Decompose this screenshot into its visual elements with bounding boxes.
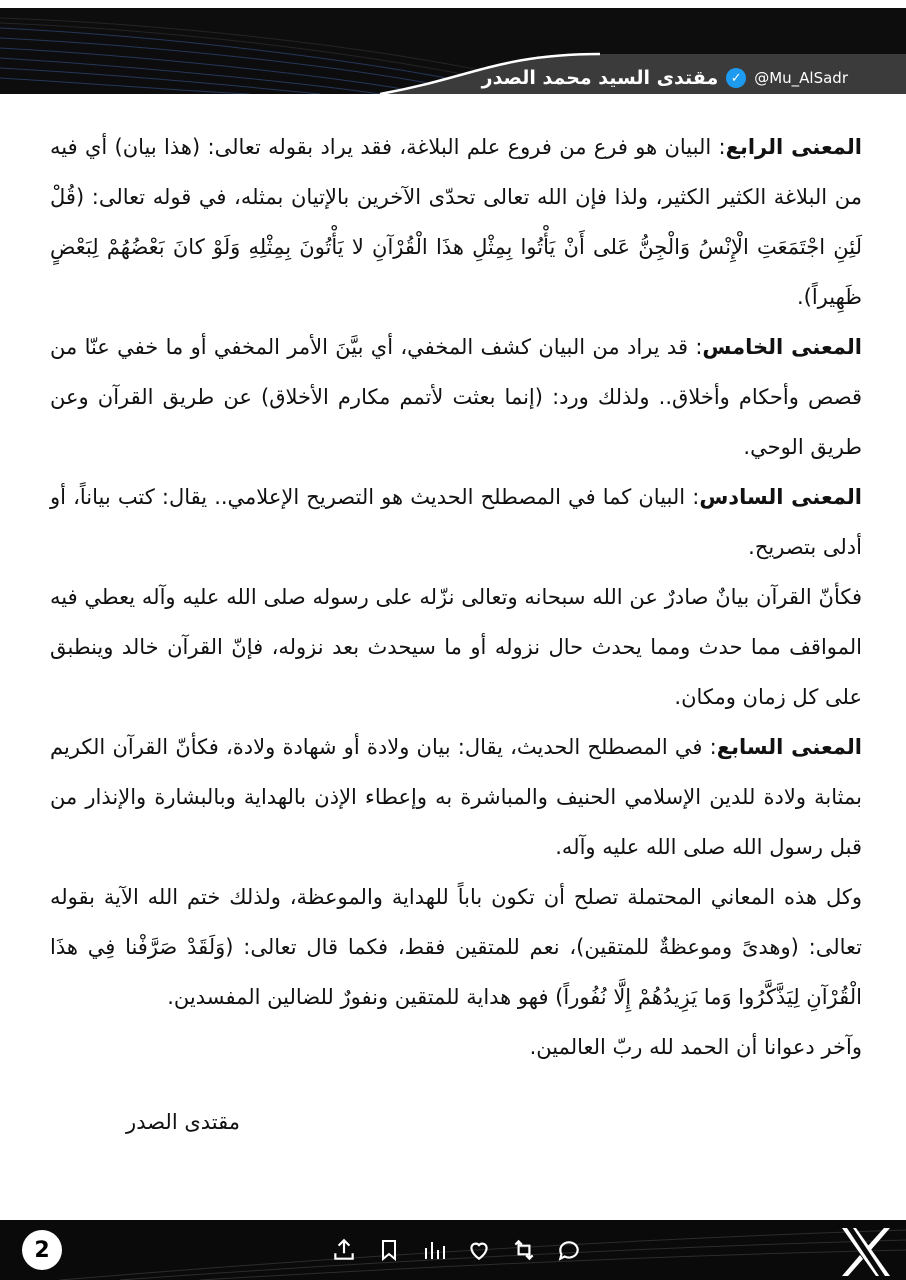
paragraph: [50, 722, 862, 872]
paragraph-text: فكأنّ القرآن بيانٌ صادرٌ عن الله سبحانه وتعالى نزّله على رسوله صلى الله عليه وآله يعطي فيه المواقف مما حدث ومما يحدث حال نزوله أو ما سيحدث بعد نزوله، فإنّ القرآن خالد وينطبق على كل زمان ومكان.: [50, 585, 862, 709]
x-logo-icon: [838, 1224, 894, 1280]
paragraph: [50, 322, 862, 472]
signature: مقتدى الصدر: [126, 1110, 240, 1134]
like-icon[interactable]: [465, 1236, 493, 1264]
paragraph: [50, 872, 862, 1022]
paragraph-text: وكل هذه المعاني المحتملة تصلح أن تكون باباً للهداية والموعظة، ولذلك ختم الله الآية بقوله تعالى: (وهدىً وموعظةٌ للمتقين)، نعم للمتقين فقط، فكما قال تعالى: (وَلَقَدْ صَرَّفْنا فِي هذَا الْقُرْآنِ لِيَذَّكَّرُوا وَما يَزِيدُهُمْ إِلَّا نُفُوراً) فهو هداية للمتقين ونفورٌ للضالين المفسدين.: [50, 885, 862, 1009]
page-number: 2: [22, 1230, 62, 1270]
reply-icon[interactable]: [555, 1236, 583, 1264]
paragraph-label: المعنى الخامس: [702, 335, 862, 359]
paragraph-text: : البيان هو فرع من فروع علم البلاغة، فقد يراد بقوله تعالى: (هذا بيان) أي فيه من البلاغة الكثير الكثير، ولذا فإن الله تعالى تحدّى الآخرين بالإتيان بمثله، في قوله تعالى: (قُلْ لَئِنِ اجْتَمَعَتِ الْإِنْسُ وَالْجِنُّ عَلى أَنْ يَأْتُوا بِمِثْلِ هذَا الْقُرْآنِ لا يَأْتُونَ بِمِثْلِهِ وَلَوْ كانَ بَعْضُهُمْ لِبَعْضٍ ظَهِيراً).: [50, 135, 862, 309]
verified-check-icon: ✓: [726, 68, 746, 88]
paragraph: [50, 472, 862, 572]
paragraph-label: المعنى السابع: [716, 735, 862, 759]
paragraph: [50, 122, 862, 322]
paragraph-text: : البيان كما في المصطلح الحديث هو التصريح الإعلامي.. يقال: كتب بياناً، أو أدلى بتصريح.: [50, 485, 862, 559]
retweet-icon[interactable]: [510, 1236, 538, 1264]
paragraph-text: وآخر دعوانا أن الحمد لله ربّ العالمين.: [529, 1035, 862, 1059]
paragraph: [50, 1022, 862, 1072]
share-icon[interactable]: [330, 1236, 358, 1264]
account-info[interactable]: [482, 63, 848, 93]
paragraph-label: المعنى السادس: [699, 485, 862, 509]
account-name[interactable]: مقتدى السيد محمد الصدر: [481, 67, 719, 89]
action-bar: [330, 1234, 583, 1266]
paragraph: [50, 572, 862, 722]
bookmark-icon[interactable]: [375, 1236, 403, 1264]
post-header: [0, 8, 906, 94]
paragraph-text: : في المصطلح الحديث، يقال: بيان ولادة أو شهادة ولادة، فكأنّ القرآن الكريم بمثابة ولادة للدين الإسلامي الحنيف والمباشرة به وإعطاء الإذن بالهداية وبالبشارة والإنذار من قبل رسول الله صلى الله عليه وآله.: [50, 735, 862, 859]
post-footer: [0, 1220, 906, 1280]
paragraph-label: المعنى الرابع: [725, 135, 862, 159]
account-handle[interactable]: @Mu_AlSadr: [754, 69, 848, 87]
views-icon[interactable]: [420, 1236, 448, 1264]
top-margin: [0, 0, 906, 8]
paragraph-text: : قد يراد من البيان كشف المخفي، أي بيَّنَ الأمر المخفي أو ما خفي عنّا من قصص وأحكام وأخلاق.. ولذلك ورد: (إنما بعثت لأتمم مكارم الأخلاق) عن طريق القرآن وعن طريق الوحي.: [50, 335, 862, 459]
post-body: [50, 122, 862, 1072]
